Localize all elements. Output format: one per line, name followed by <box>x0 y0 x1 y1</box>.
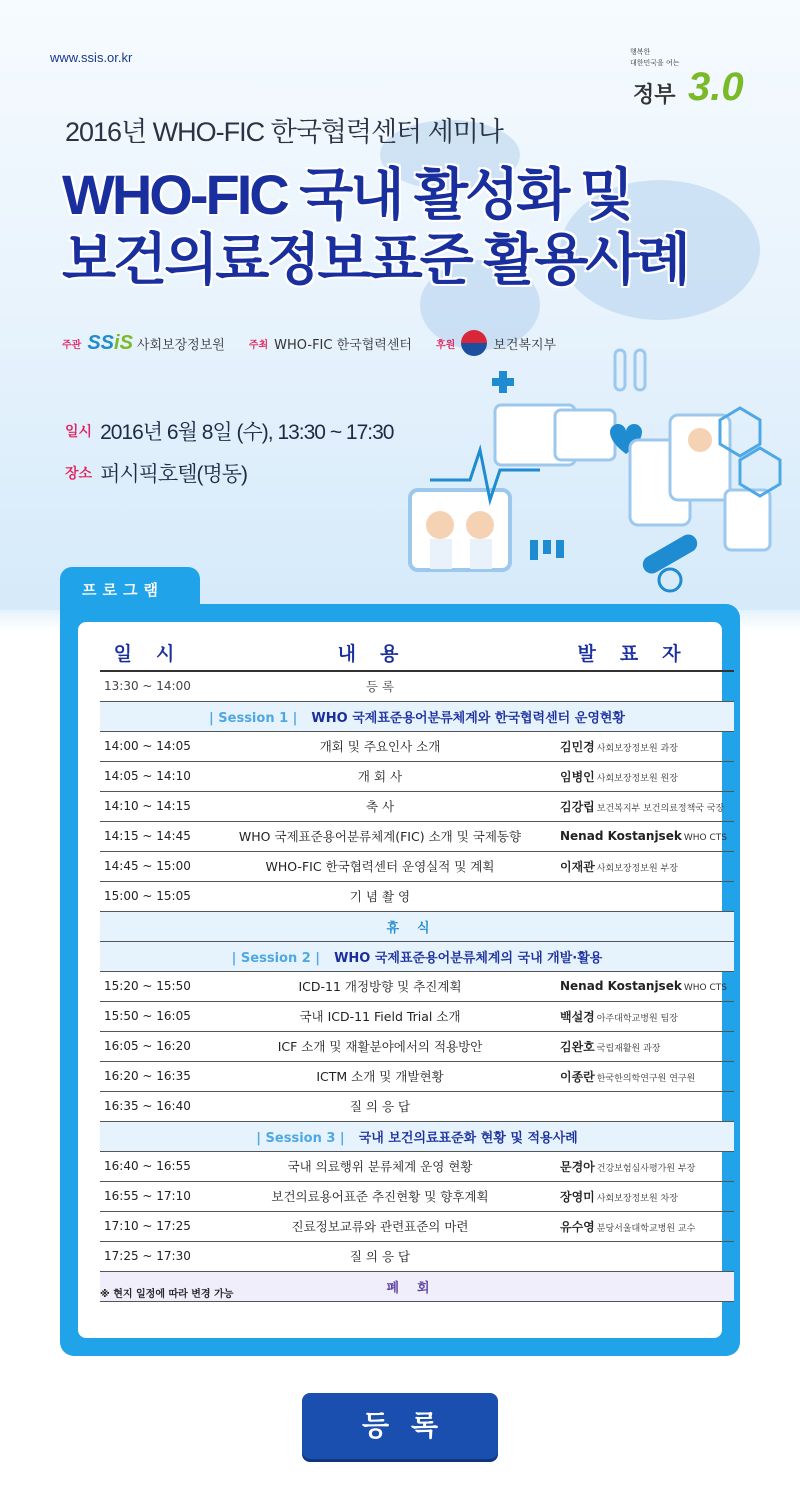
row-time: 15:20 ~ 15:50 <box>100 971 212 1001</box>
gov-label: 정부 <box>633 83 676 108</box>
session-1-header <box>100 701 734 731</box>
speaker-name: 이종란 <box>560 1069 595 1084</box>
header-content: 내용 <box>212 634 548 671</box>
ssis-logo-text-a: SS <box>87 331 115 354</box>
row-content: 축 사 <box>212 791 548 821</box>
row-content: 국내 ICD-11 Field Trial 소개 <box>212 1001 548 1031</box>
table-row <box>100 1031 734 1061</box>
session-2-header <box>100 941 734 971</box>
speaker-name: 백설경 <box>560 1009 595 1024</box>
organizer-name: 보건복지부 <box>493 337 557 353</box>
row-time: 14:00 ~ 14:05 <box>100 731 212 761</box>
event-title-line2: 보건의료정보표준 활용사례 <box>62 228 688 291</box>
speaker-name: 김민경 <box>560 739 595 754</box>
speaker-affiliation: 건강보험심사평가원 부장 <box>596 1163 696 1174</box>
organizer-role: 주최 <box>248 339 269 351</box>
speaker-name: 김강립 <box>560 799 595 814</box>
table-row <box>100 731 734 761</box>
row-speaker <box>548 1181 734 1211</box>
row-speaker <box>548 881 734 911</box>
speaker-name: 김완호 <box>560 1039 595 1054</box>
speaker-affiliation: 사회보장정보원 과장 <box>596 743 678 754</box>
row-content: WHO-FIC 한국협력센터 운영실적 및 계획 <box>212 851 548 881</box>
organizer-name: WHO-FIC 한국협력센터 <box>274 337 412 353</box>
organizer-name: 사회보장정보원 <box>136 337 225 353</box>
table-row <box>100 1241 734 1271</box>
speaker-affiliation: 한국한의학연구원 연구원 <box>596 1073 696 1084</box>
organizer-role: 후원 <box>435 339 456 351</box>
row-time: 16:05 ~ 16:20 <box>100 1031 212 1061</box>
header-speaker: 발표자 <box>548 634 734 671</box>
event-title-line1: WHO-FIC 국내 활성화 및 <box>62 163 631 226</box>
row-speaker <box>548 1241 734 1271</box>
event-place <box>65 458 247 488</box>
row-time: 16:55 ~ 17:10 <box>100 1181 212 1211</box>
row-content: 개회 및 주요인사 소개 <box>212 731 548 761</box>
row-time: 14:10 ~ 14:15 <box>100 791 212 821</box>
place-label: 장소 <box>65 466 93 482</box>
speaker-name: 이재관 <box>560 859 595 874</box>
speaker-name: 문경아 <box>560 1159 595 1174</box>
site-url[interactable]: www.ssis.or.kr <box>50 50 133 65</box>
date-value: 2016년 6월 8일 (수), 13:30 ~ 17:30 <box>100 421 394 444</box>
session-tag: | Session 1 | <box>209 710 298 726</box>
session-title: WHO 국제표준용어분류체계와 한국협력센터 운영현황 <box>311 710 625 726</box>
break-label: 휴식 <box>100 911 734 941</box>
session-1-title <box>100 701 734 731</box>
row-content: WHO 국제표준용어분류체계(FIC) 소개 및 국제동향 <box>212 821 548 851</box>
row-speaker <box>548 761 734 791</box>
session-1-rows <box>100 731 734 911</box>
row-speaker <box>548 1031 734 1061</box>
organizer-role: 주관 <box>62 339 82 351</box>
program-table-card <box>78 622 727 1338</box>
ssis-logo-icon <box>87 332 133 355</box>
event-subtitle: 2016년 WHO-FIC 한국협력센터 세미나 <box>65 117 503 147</box>
session-2-title <box>100 941 734 971</box>
row-time: 16:20 ~ 16:35 <box>100 1061 212 1091</box>
gov30-logo <box>630 45 760 110</box>
row-content: 기 념 촬 영 <box>212 881 548 911</box>
speaker-affiliation: 사회보장정보원 원장 <box>596 773 678 784</box>
row-speaker <box>548 731 734 761</box>
row-time: 13:30 ~ 14:00 <box>100 671 212 701</box>
row-speaker <box>548 791 734 821</box>
organizer-host <box>62 332 225 355</box>
row-time: 14:45 ~ 15:00 <box>100 851 212 881</box>
ssis-logo-text-b: iS <box>114 331 133 354</box>
session-3-title <box>100 1121 734 1151</box>
event-title <box>62 162 688 292</box>
row-time: 17:10 ~ 17:25 <box>100 1211 212 1241</box>
row-time: 15:00 ~ 15:05 <box>100 881 212 911</box>
row-content: 진료정보교류와 관련표준의 마련 <box>212 1211 548 1241</box>
row-speaker <box>548 1211 734 1241</box>
header-time: 일시 <box>100 634 212 671</box>
speaker-affiliation: 분당서울대학교병원 교수 <box>596 1223 696 1234</box>
program-table <box>100 634 734 1302</box>
table-row <box>100 821 734 851</box>
registration-row <box>100 671 734 701</box>
row-time: 16:35 ~ 16:40 <box>100 1091 212 1121</box>
gov-slogan-line2: 대한민국을 여는 <box>630 59 680 67</box>
row-speaker <box>548 1091 734 1121</box>
row-time: 16:40 ~ 16:55 <box>100 1151 212 1181</box>
table-row <box>100 1151 734 1181</box>
row-speaker <box>548 1001 734 1031</box>
row-speaker <box>548 1151 734 1181</box>
row-time: 15:50 ~ 16:05 <box>100 1001 212 1031</box>
session-2-rows <box>100 971 734 1121</box>
program-panel <box>60 604 740 1356</box>
session-3-header <box>100 1121 734 1151</box>
gov-slogan <box>630 47 690 69</box>
gov-slogan-line1: 행복한 <box>630 48 651 56</box>
table-row <box>100 851 734 881</box>
register-button[interactable]: 등록 <box>302 1393 498 1459</box>
row-content: 개 회 사 <box>212 761 548 791</box>
row-content: 보건의료용어표준 추진현황 및 향후계획 <box>212 1181 548 1211</box>
speaker-affiliation: 국립재활원 과장 <box>596 1043 661 1054</box>
row-content: ICD-11 개정방향 및 추진계획 <box>212 971 548 1001</box>
place-value: 퍼시픽호텔(명동) <box>100 463 248 486</box>
row-content: ICF 소개 및 재활분야에서의 적용방안 <box>212 1031 548 1061</box>
speaker-name: 임병인 <box>560 769 595 784</box>
row-time: 14:05 ~ 14:10 <box>100 761 212 791</box>
speaker-name: Nenad Kostanjsek <box>560 829 682 843</box>
session-tag: | Session 3 | <box>256 1130 345 1146</box>
tab-program[interactable]: 프로그램 <box>60 567 200 607</box>
row-speaker <box>548 821 734 851</box>
table-header-row <box>100 634 734 671</box>
speaker-name: 유수영 <box>560 1219 595 1234</box>
session-3-rows <box>100 1151 734 1271</box>
row-content: ICTM 소개 및 개발현황 <box>212 1061 548 1091</box>
row-time: 17:25 ~ 17:30 <box>100 1241 212 1271</box>
date-label: 일시 <box>65 424 93 440</box>
row-speaker <box>548 671 734 701</box>
row-content: 국내 의료행위 분류체계 운영 현황 <box>212 1151 548 1181</box>
session-title: 국내 보건의료표준화 현황 및 적용사례 <box>358 1130 578 1146</box>
row-content: 질 의 응 답 <box>212 1091 548 1121</box>
session-tag: | Session 2 | <box>231 950 321 966</box>
speaker-name: 장영미 <box>560 1189 595 1204</box>
speaker-affiliation: WHO CTS <box>683 983 727 993</box>
gov-version: 3.0 <box>688 65 744 109</box>
speaker-affiliation: 아주대학교병원 팀장 <box>596 1013 678 1024</box>
row-speaker <box>548 851 734 881</box>
organizer-organizer <box>249 334 412 353</box>
row-speaker <box>548 1061 734 1091</box>
session-title: WHO 국제표준용어분류체계의 국내 개발·활용 <box>334 950 603 966</box>
row-content: 질 의 응 답 <box>212 1241 548 1271</box>
break-row <box>100 911 734 941</box>
row-time: 14:15 ~ 14:45 <box>100 821 212 851</box>
speaker-affiliation: 사회보장정보원 부장 <box>596 863 678 874</box>
hero-banner <box>0 0 800 610</box>
event-date <box>65 416 393 446</box>
row-content: 등 록 <box>212 671 548 701</box>
closing-label: 폐회 <box>100 1271 734 1301</box>
speaker-affiliation: 보건복지부 보건의료정책국 국장 <box>596 803 725 814</box>
table-row <box>100 791 734 821</box>
table-row <box>100 1091 734 1121</box>
speaker-name: Nenad Kostanjsek <box>560 979 682 993</box>
medical-illustration-icon <box>400 340 800 610</box>
table-row <box>100 881 734 911</box>
table-row <box>100 1181 734 1211</box>
table-row <box>100 1211 734 1241</box>
table-row <box>100 1001 734 1031</box>
speaker-affiliation: 사회보장정보원 차장 <box>596 1193 678 1204</box>
table-row <box>100 761 734 791</box>
schedule-note: ※ 현지 일정에 따라 변경 가능 <box>100 1289 234 1300</box>
row-speaker <box>548 971 734 1001</box>
speaker-affiliation: WHO CTS <box>683 833 727 843</box>
table-row <box>100 971 734 1001</box>
table-row <box>100 1061 734 1091</box>
